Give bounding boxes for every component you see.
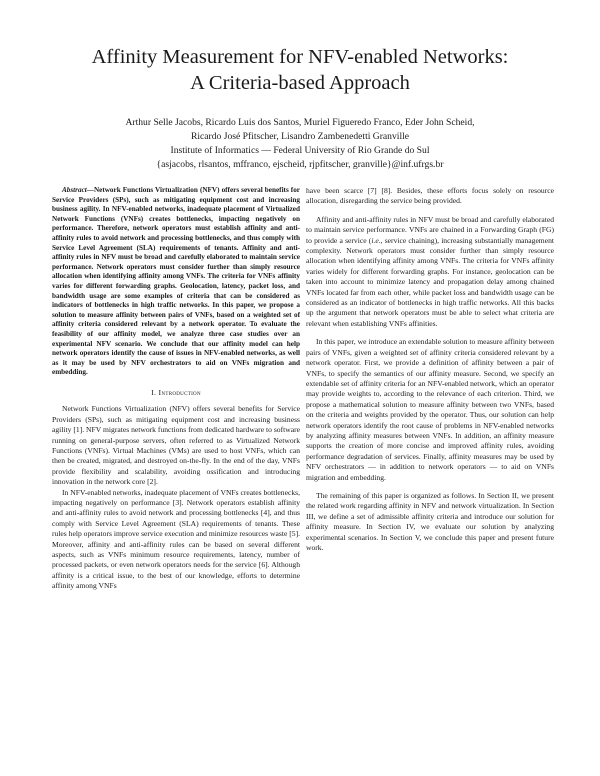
intro-paragraph-1: Network Functions Virtualization (NFV) offers several benefits for Service Providers (SPs), such as mitigating equipment cost and increasing business agility [1]. NFV migrates network functions from dedicated hardware to software running on general-purpose servers, often referred to as Virtualized Network Functions (VNFs). Virtual Machines (VMs) are used to host VNFs, which can then be created, migrated, and destroyed on-the-fly. In the end of the day, VNFs provide flexibility and scalability, avoiding ossification and introducing innovation in the network core [2].	[52, 404, 300, 487]
authors-line-1: Arthur Selle Jacobs, Ricardo Luis dos Santos, Muriel Figueredo Franco, Eder John Scheid,	[125, 117, 475, 128]
intro-paragraph-2-continued: have been scarce [7] [8]. Besides, these efforts focus solely on resource allocation, disregarding the service being provided.	[306, 186, 554, 206]
abstract-text: Network Functions Virtualization (NFV) offers several benefits for Service Providers (SPs), such as mitigating equipment cost and increasing business agility. In NFV-enabled networks, inadequate placement of Virtualized Network Functions (VNFs) creates bottlenecks, impacting negatively on performance. Therefore, network operators must establish affinity and anti-affinity rules to avoid network and processing bottlenecks, and thus comply with Service Level Agreement (SLA) requirements of tenants. Affinity and anti-affinity rules in NFV must be broad and carefully elaborated to maintain service performance. Network operators must consider further than simply resource allocation when identifying affinity among VNFs. The criteria for VNFs affinity varies for different forwarding graphs. Geolocation, latency, packet loss, and bandwidth usage are some examples of criteria that can be considered as indicators of bottlenecks in high traffic networks. In this paper, we propose a solution to measure affinity between pairs of VNFs, based on a weighted set of affinity criteria considered relevant by a network operator. To evaluate the feasibility of our affinity model, we analyze three case studies over an experimental NFV scenario. We conclude that our affinity model can help network operators identify the cause of issues in NFV-enabled networks, as well as it may be used by NFV orchestrators to aid on VNFs migration and embedding.	[52, 186, 300, 377]
abstract	[52, 186, 300, 378]
section-numeral: I.	[151, 387, 157, 397]
paragraph-3-ie: i.e.,	[371, 235, 383, 245]
intro-paragraph-3	[306, 215, 554, 329]
affiliation: Institute of Informatics — Federal University of Rio Grande do Sul	[170, 145, 430, 156]
section-title: Introduction	[158, 387, 201, 397]
abstract-label: Abstract—	[62, 186, 94, 194]
intro-paragraph-4: In this paper, we introduce an extendable solution to measure affinity between pairs of VNFs, given a weighted set of affinity criteria considered relevant by a network operator. First, we provide a definition of affinity between a pair of VNFs, to specify the semantics of our affinity measure. Second, we specify an extendable set of affinity criteria for an NFV-enabled network, which an operator may provide weights to, according to the relevance of each criterion. Third, we propose a mathematical solution to measure affinity between two VNFs, based on the criteria and weights provided by the operator. Thus, our solution can help network operators identify the root cause of problems in NFV-enabled networks by analyzing affinity measures between VNFs. In addition, an affinity measure supports the creation of more concise and improved affinity rules, avoiding performance degradation of services. Finally, affinity measures may be used by NFV orchestrators — in addition to network operators — to aid on VNFs migration and embedding.	[306, 337, 554, 482]
authors-line-2: Ricardo José Pfitscher, Lisandro Zambenedetti Granville	[190, 131, 410, 142]
intro-paragraph-5: The remaining of this paper is organized as follows. In Section II, we present the related work regarding affinity in NFV and network virtualization. In Section III, we define a set of admissible affinity criteria and introduce our solution for affinity measure. In Section IV, we evaluate our solution by analyzing experimental scenarios. In Section V, we conclude this paper and present future work.	[306, 490, 554, 552]
section-heading-introduction	[52, 388, 300, 398]
author-emails: {asjacobs, rlsantos, mffranco, ejscheid, rjpfitscher, granville}@inf.ufrgs.br	[156, 159, 444, 170]
paragraph-3-end: service chaining), increasing substantially management complexity. Network operators must consider further than simply resource allocation when identifying affinity among VNFs. The criteria for VNFs affinity varies widely for different forwarding graphs. For instance, geolocation can be taken into account to minimize latency and propagation delay among chained VNFs located far from each other, while packet loss and bandwidth usage can be considered as an indicator of bottlenecks in high traffic networks. All this backs up the argument that network operators must be able to select what criteria are relevant when establishing VNFs affinities.	[306, 235, 554, 328]
title-line-2: A Criteria-based Approach	[190, 72, 410, 94]
left-column	[52, 186, 300, 592]
paragraph-3-start: Affinity and anti-affinity rules in NFV must be broad and carefully elaborated to maintain service performance. VNFs are chained in a Forwarding Graph (FG) to provide a service (	[306, 214, 554, 245]
right-column	[306, 186, 554, 553]
title-line-1: Affinity Measurement for NFV-enabled Networks:	[91, 46, 509, 68]
paper-title	[40, 44, 560, 96]
author-block	[40, 116, 560, 172]
intro-paragraph-2: In NFV-enabled networks, inadequate placement of VNFs creates bottlenecks, impacting negatively on performance [3]. Network operators establish affinity and anti-affinity rules to avoid network and processing bottlenecks [4], and thus comply with Service Level Agreement (SLA) requirements of tenants. These rules help operators improve service execution and minimize resources waste [5]. Moreover, affinity and anti-affinity rules can be based on several different aspects, such as VNFs minimum resource requirements, latency, number of processed packets, or even network operators needs for the service [6]. Although affinity is a critical issue, to the best of our knowledge, efforts to determine affinity among VNFs	[52, 487, 300, 591]
